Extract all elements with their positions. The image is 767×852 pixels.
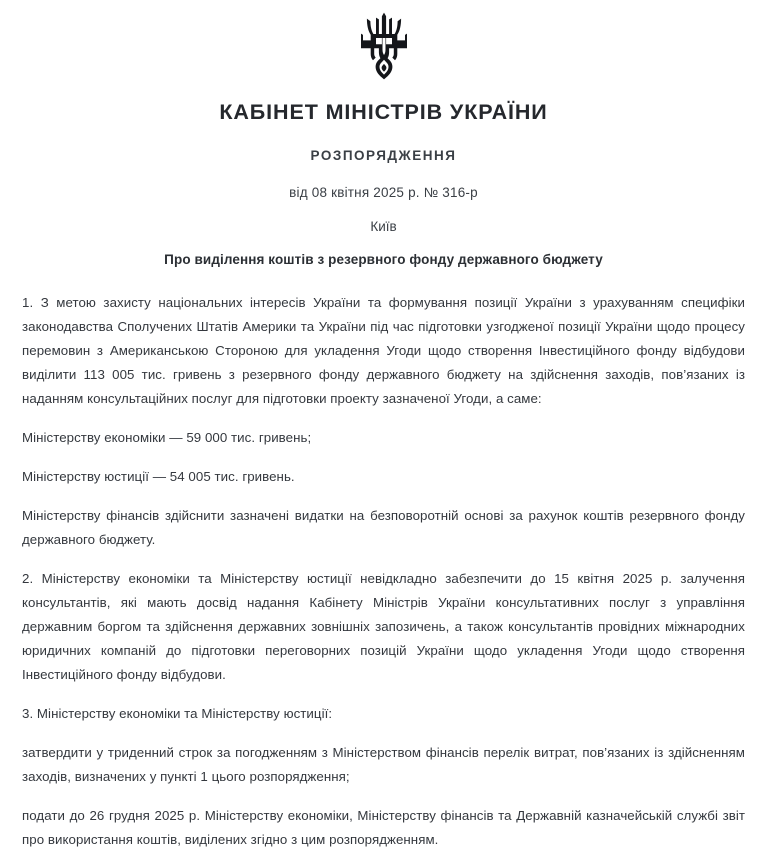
document-subject: Про виділення коштів з резервного фонду державного бюджету	[164, 251, 603, 267]
document-date-number: від 08 квітня 2025 р. № 316-р	[289, 184, 478, 200]
ukraine-trident-coat-of-arms-icon	[361, 12, 407, 80]
document-kind: РОЗПОРЯДЖЕННЯ	[310, 147, 457, 163]
emblem-container	[22, 0, 745, 80]
allocation-justice: Міністерству юстиції — 54 005 тис. гривень.	[22, 468, 295, 484]
item-3: 3. Міністерству економіки та Міністерству юстиції:	[22, 705, 333, 721]
item-1: 1. З метою захисту національних інтересів України та формування позиції України з урахуванням специфіки законодавства Сполучених Штатів Америки та України під час підготовки узгодженої позиції України щодо процесу перемовин з Американською Стороною для укладення Угоди щодо створення Інвестиційного фонду відбудови виділити 113 005 тис. гривень з резервного фонду державного бюджету на здійснення заходів, пов’язаних із наданням консультаційних послуг для підготовки проекту зазначеної Угоди, а саме:	[22, 294, 745, 406]
page-title: КАБІНЕТ МІНІСТРІВ УКРАЇНИ	[219, 100, 548, 124]
document-city: Київ	[370, 218, 397, 234]
item-3-sub-2: подати до 26 грудня 2025 р. Міністерству економіки, Міністерству фінансів та Державній казначейській службі звіт про використання коштів, виділених згідно з цим розпорядженням.	[22, 807, 745, 847]
allocation-economy: Міністерству економіки — 59 000 тис. гривень;	[22, 429, 312, 445]
finance-ministry-instruction: Міністерству фінансів здійснити зазначені видатки на безповоротній основі за рахунок коштів резервного фонду державного бюджету.	[22, 507, 745, 547]
item-2: 2. Міністерству економіки та Міністерству юстиції невідкладно забезпечити до 15 квітня 2025 р. залучення консультантів, які мають досвід надання Кабінету Міністрів України консультативних послуг з управління державним боргом та здійснення державних зовнішніх запозичень, а також консультантів провідних міжнародних юридичних компаній до підготовки переговорних позицій України щодо укладення Угоди щодо створення Інвестиційного фонду відбудови.	[22, 570, 745, 682]
item-3-sub-1: затвердити у триденний строк за погодженням з Міністерством фінансів перелік витрат, пов’язаних із здійсненням заходів, визначених у пункті 1 цього розпорядження;	[22, 744, 745, 784]
